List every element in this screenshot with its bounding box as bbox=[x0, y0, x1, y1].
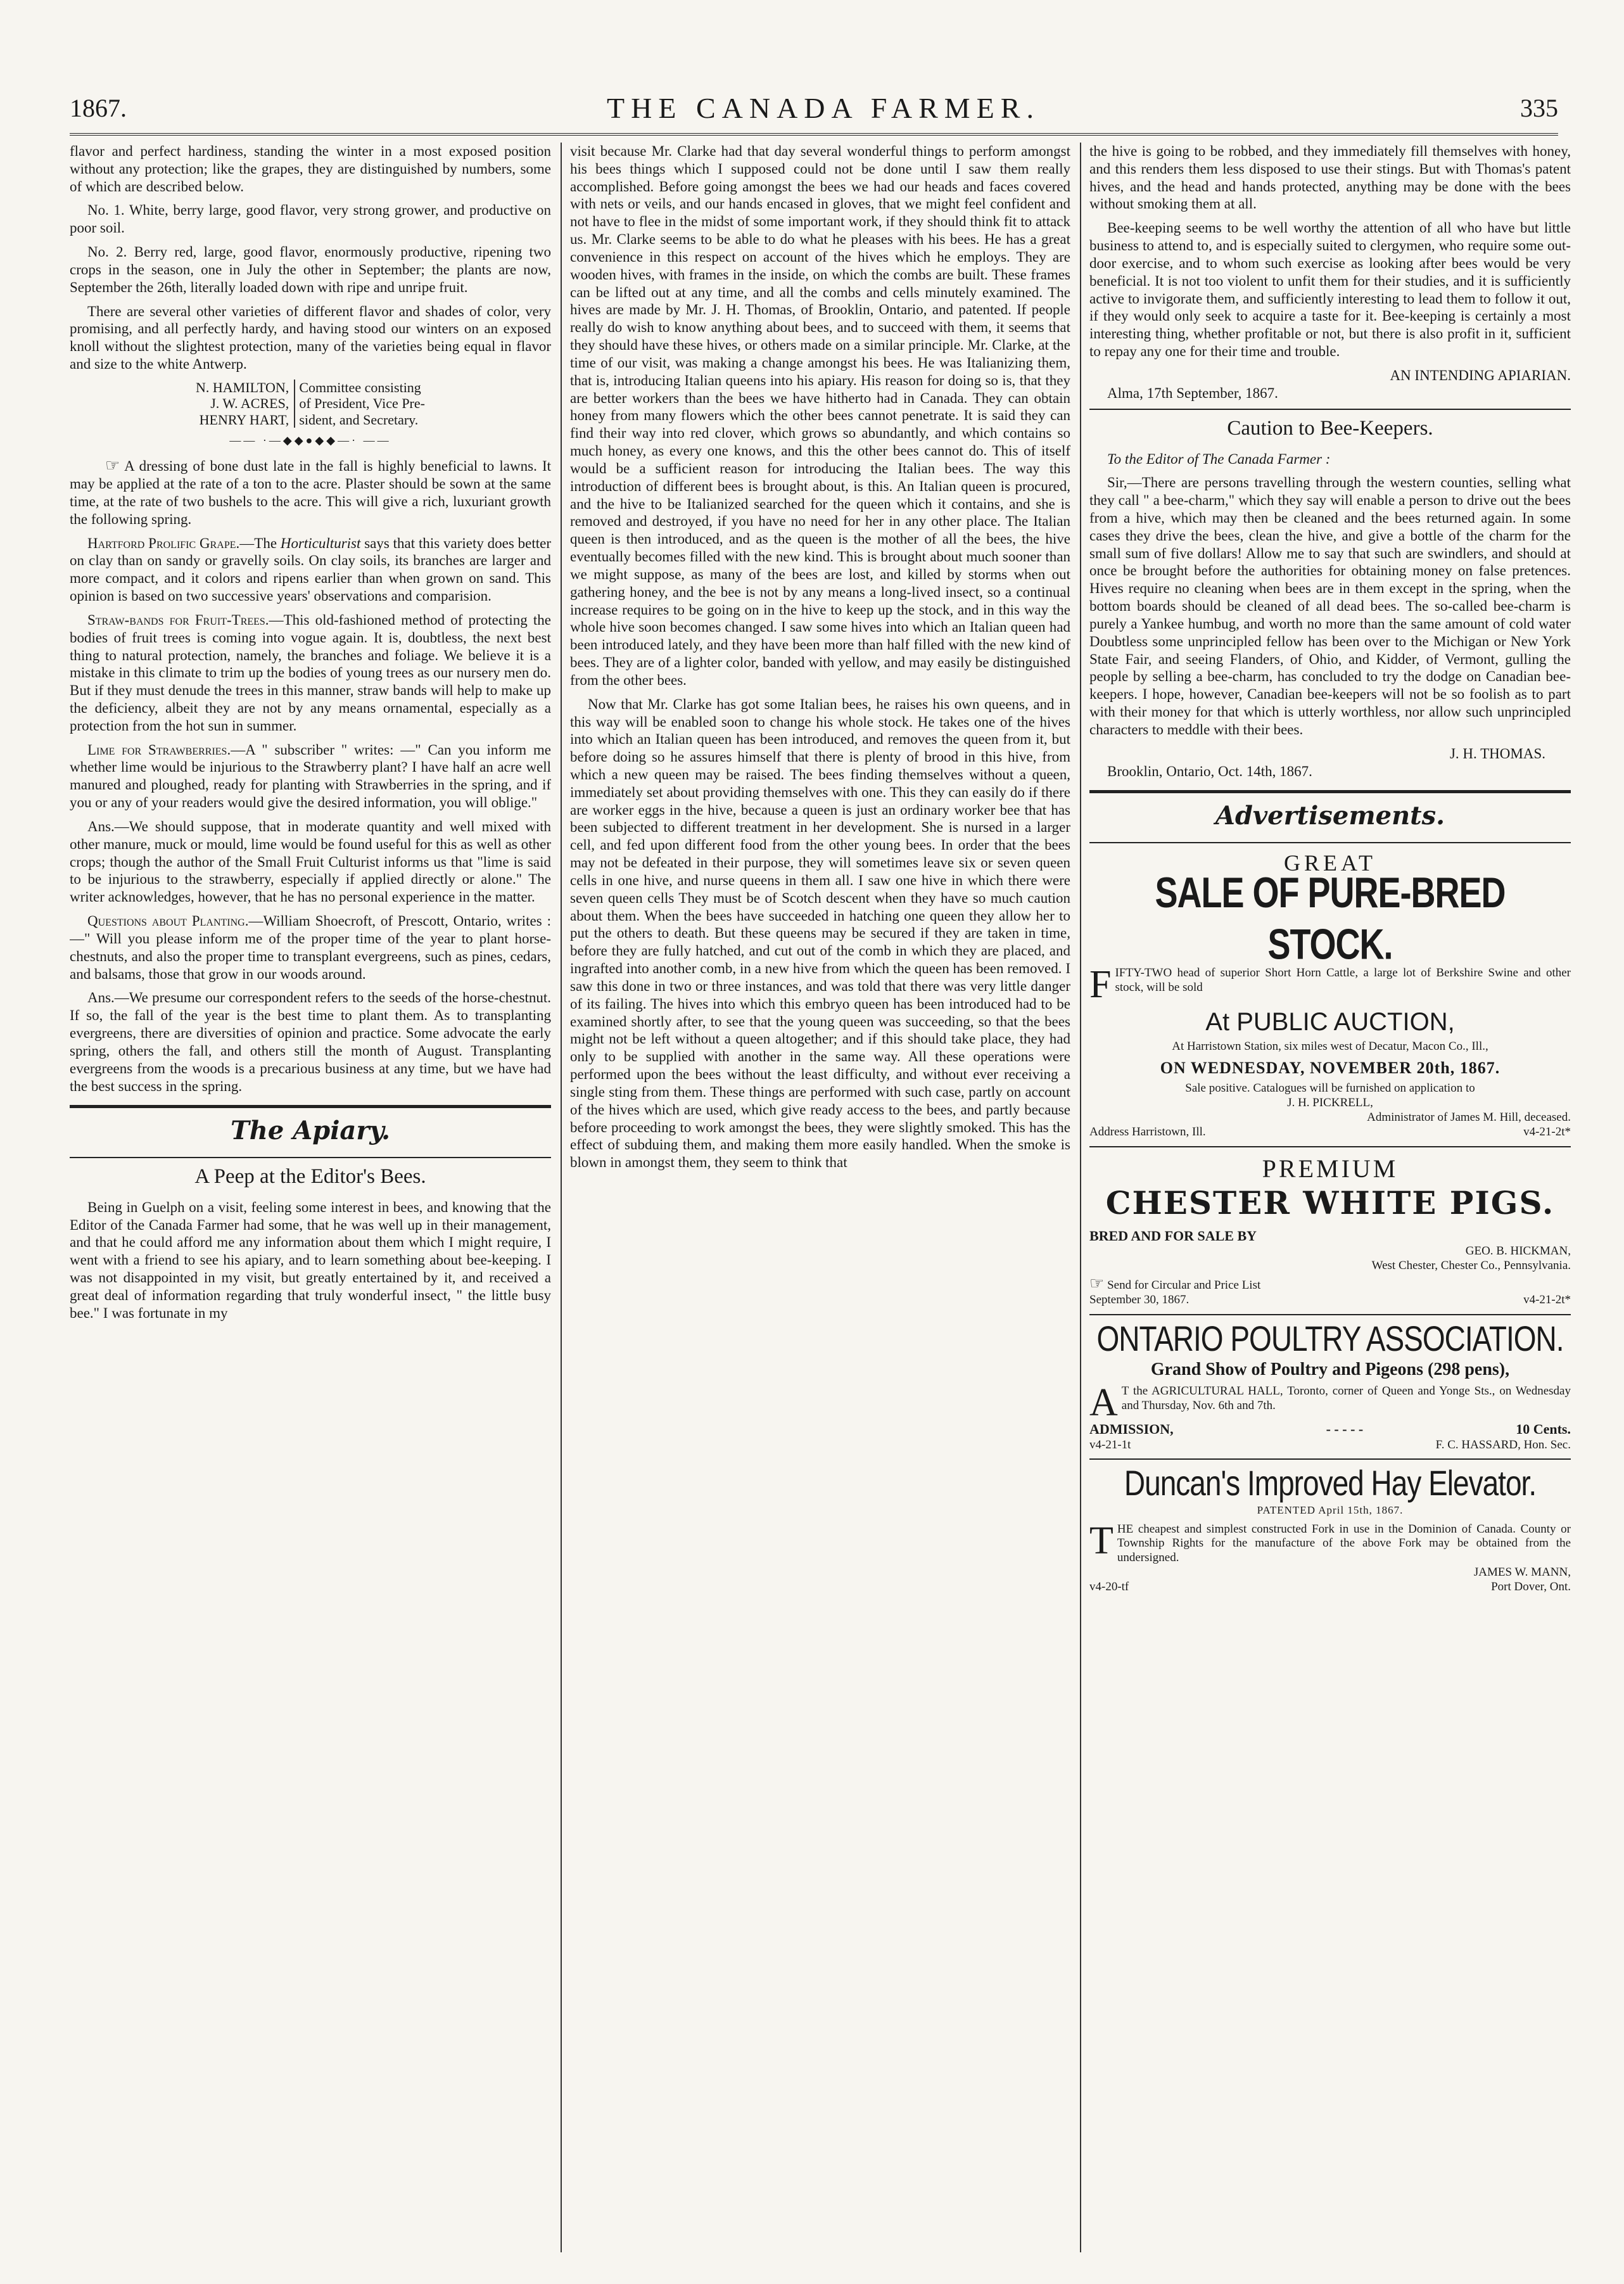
column-divider bbox=[1080, 143, 1081, 2252]
salutation: To the Editor of The Canada Farmer : bbox=[1107, 450, 1331, 467]
signer-name: N. HAMILTON, bbox=[196, 379, 289, 395]
column-divider bbox=[561, 143, 562, 2252]
paragraph: Now that Mr. Clarke has got some Italian bees, he raises his own queens, and in this way will be enabled soon to change his whole stock. He takes one of the hives into which an Italian queen has been introduced, and removes the queen from it, but before doing so he assures himself that there is plenty of brood in this hive, from which a new queen may be raised. The bees finding themselves without a queen, immediately set about providing themselves with one. This they can easily do if there are worker eggs in the hive, because a queen is just an ordinary worker bee that has been subjected to different treatment in her development. She is nursed in a larger cell, and fed upon different food from the other young bees. In order that the bees may not be defeated in their purpose, they will sometimes leave six or seven queen cells in one hive, and nurse queens in them all. I saw one hive in which there were seven queen cells They must be of Scotch descent when they have so much caution about them. When the bees have succeeded in hatching one queen they allow her to put the others to death. But these queens may be secured if they are taken in time, before they are fully hatched, and cut out of the comb in which they are placed, and ingrafted into another comb, in a new hive from which the queen has been removed. I saw this done in two or three instances, and was told that there was very little danger of its failing. The hives into which this embryo queen has been introduced had to be examined shortly after, to see that the young queen was succeeding, so that the bees might not be left without a queen altogether; and if this should take place, they had only to be supplied with another in the same way. All these operations were performed upon the bees without the least difficulty, and without ever receiving a single sting from them. These things are performed with such case, partly on account of the hives which are used, which give ready access to the bees, and partly because before proceeding to work amongst the bees, they were slightly smoked. This has the effect of subduing them, and making them more easily handled. When the smoke is blown in amongst them, they seem to think that bbox=[570, 696, 1070, 1171]
column-2 bbox=[570, 143, 1070, 2259]
page-header bbox=[70, 82, 1558, 136]
column-1 bbox=[70, 143, 551, 2259]
ad-code: v4-21-2t* bbox=[1523, 1292, 1571, 1306]
ad-hay-elevator bbox=[1089, 1466, 1571, 1594]
ad-poultry-association: ONTARIO POULTRY ASSOCIATION. Grand Show of Poultry and Pigeons (298 pens), A T the AGRICULTURAL HALL, Toronto, corner of Queen and Yonge Sts., on Wednesday and Thursday, Nov. 6th and 7th. ADMISSION, - - - - - 10 Cents. v4-21-1t F. C. HASSARD, Hon. Sec. bbox=[1089, 1318, 1571, 1451]
ad-body: HE cheapest and simplest constructed Fork in use in the Dominion of Canada. County or Township Rights for the manufacture of the above Fork may be obtained from the undersigned. bbox=[1117, 1522, 1571, 1565]
ad-headline: ONTARIO POULTRY ASSOCIATION. bbox=[1096, 1318, 1564, 1358]
paragraph: Ans.—We should suppose, that in moderate quantity and well mixed with other manure, muck or mould, lime would be found useful for this as well as other crops; though the author of the Small Fruit Culturist informs us that "lime is said to be injurious to the strawberry, especially if applied directly or alone." The writer acknowledges, however, that he has no personal experience in the matter. bbox=[70, 818, 551, 905]
ad-headline: GREAT bbox=[1284, 850, 1376, 876]
paragraph: Ans.—We presume our correspondent refers to the seeds of the horse-chestnut. If so, the fall of the year is the best time to plant them. As to transplanting evergreens, there are diversities of opinion and practice. Some advocate the early spring, others the fall, and others still the month of August. Transplanting evergreens from the woods is a precarious business at any time, but we have had the best success in the spring. bbox=[70, 990, 551, 1094]
header-year: 1867. bbox=[70, 93, 127, 122]
paragraph: Being in Guelph on a visit, feeling some interest in bees, and knowing that the Editor of the Canada Farmer had some, that he was well up in their management, and that he could afford me any information about them which I might require, I went with a friend to see his apiary, and to learn something about bee-keeping. I was not disappointed in my visit, but greatly entertained by it, and received a great deal of information regarding that truly wonderful insect, " the little busy bee." I was fortunate in my bbox=[70, 1199, 551, 1321]
ad-name: GEO. B. HICKMAN, bbox=[1465, 1244, 1571, 1258]
paragraph: Questions about Planting.—William Shoecroft, of Prescott, Ontario, writes :—" Will you please inform me of the proper time of the year to plant horse-chestnuts, and also the proper time to transplant evergreens, such as pines, cedars, and balsams, those that grow in our woods around. bbox=[70, 913, 551, 982]
ad-agent: J. H. PICKRELL, bbox=[1287, 1096, 1373, 1110]
pointing-hand-icon: ☞ bbox=[105, 456, 120, 475]
paragraph: the hive is going to be robbed, and they immediately fill themselves with honey, and this renders them less disposed to use their stings. But with Thomas's patent hives, and the head and hands protected, anything may be done with the bees without smoking them at all. bbox=[1089, 143, 1571, 212]
ad-place: Port Dover, Ont. bbox=[1491, 1579, 1571, 1593]
section-title: The Apiary. bbox=[231, 1116, 390, 1146]
rule bbox=[1089, 1146, 1571, 1147]
ad-headline: CHESTER WHITE PIGS. bbox=[1105, 1184, 1555, 1222]
rule bbox=[1089, 1314, 1571, 1315]
dateline: Alma, 17th September, 1867. bbox=[1107, 385, 1278, 401]
ad-body: IFTY-TWO head of superior Short Horn Cattle, a large lot of Berkshire Swine and other stock, will be sold bbox=[1115, 966, 1571, 994]
ad-stock-sale bbox=[1089, 850, 1571, 1140]
ad-admission: ADMISSION, bbox=[1089, 1421, 1174, 1438]
ad-code: v4-21-1t bbox=[1089, 1438, 1131, 1451]
signer-desc: of President, Vice Pre- bbox=[299, 395, 425, 412]
signer-name: J. W. ACRES, bbox=[210, 395, 289, 412]
article-title: Caution to Bee-Keepers. bbox=[1227, 416, 1433, 440]
ads-title: Advertisements. bbox=[1215, 801, 1445, 831]
ad-date: September 30, 1867. bbox=[1089, 1292, 1189, 1306]
paragraph: Sir,—There are persons travelling through the western counties, selling what they call " a bee-charm," which they say will enable a person to drive out the bees from a hive, which may then be cleaned and the bees returned again. In some cases they drive the bees, clean the hive, and give a bottle of the charm for the small sum of five dollars! Allow me to say that such are swindlers, and should at once be brought before the authorities for obtaining money on false pretences. Hives require no cleaning when bees are in them except in the spring, when the bottom boards should be cleaned of all dead bees. The so-called bee-charm is purely a Yankee humbug, and worth no more than the same amount of cold water Doubtless some unprincipled fellow has been over to the Michigan or New York State Fair, and seeing Flanders, of Ohio, and Kidder, of Vermont, gulling the people by selling a bee-charm, has concluded to try the dodge on Canadian bee-keepers. I hope, however, Canadian bee-keepers will not be so foolish as to part with their money for that which is utterly worthless, nor allow such unprincipled characters to meddle with their bees. bbox=[1089, 475, 1571, 737]
signer-name: HENRY HART, bbox=[199, 411, 289, 428]
ad-text: BRED AND FOR SALE BY bbox=[1089, 1227, 1257, 1244]
paragraph: No. 2. Berry red, large, good flavor, enormously productive, ripening two crops in the season, one in July the other in September; the plants are now, September the 26th, literally loaded down with ripe and unripe fruit. bbox=[70, 244, 551, 295]
ad-headline: PREMIUM bbox=[1262, 1154, 1399, 1183]
dateline: Brooklin, Ontario, Oct. 14th, 1867. bbox=[1107, 763, 1312, 779]
ad-subhead: Grand Show of Poultry and Pigeons (298 pens), bbox=[1150, 1360, 1510, 1380]
ad-body: T the AGRICULTURAL HALL, Toronto, corner of Queen and Yonge Sts., on Wednesday and Thursday, Nov. 6th and 7th. bbox=[1121, 1384, 1571, 1413]
ad-address: West Chester, Chester Co., Pennsylvania. bbox=[1371, 1258, 1571, 1272]
paragraph: No. 1. White, berry large, good flavor, very strong grower, and productive on poor soil. bbox=[70, 202, 551, 236]
rule bbox=[70, 1157, 551, 1158]
paragraph: visit because Mr. Clarke had that day several wonderful things to perform amongst his bees things which I supposed could not be done until I saw them really accomplished. Before going amongst the bees we had our heads and faces covered with nets or veils, and our hands encased in gloves, that we might feel confident and not have to flee in the midst of some important work, if they should think fit to attack us. Mr. Clarke seems to be able to do what he pleases with his bees. He has a great convenience in this respect on account of the hives which he employs. They are wooden hives, with frames in the inside, on which the combs are built. These frames can be lifted out at any time, and all the combs and cells minutely examined. The hives are made by Mr. J. H. Thomas, of Brooklin, Ontario, and patented. If people really do wish to know anything about bees, and to succeed with them, it seems that they should have these hives, or others made on a similar principle. Mr. Clarke, at the time of our visit, was making a change amongst his bees. He was Italianizing them, that is, introducing Italian queens into his apiary. His reason for doing so is, that they are better workers than the bees we have hitherto had in Canada. They can obtain honey from many flowers which the other bees cannot penetrate. It is said they can find their way into red clover, which grows so abundantly, and which contains so much honey, as every one knows, and this the other bees cannot do. This of itself would be a sufficient reason for introducing the Italian bees. The way this introduction of different bees is brought about, is this. An Italian queen is procured, and the hive to be Italianized searched for the queen which it contains, and she is removed and destroyed, if you have no need for her in any other place. The Italian queen is then introduced, and as the queen is the mother of all the bees, the hive eventually becomes filled with the new kind. This is brought about much sooner than we might suppose, as many of the bees are lost, and killed by storms when out gathering honey, and the bee is not by any means a long-lived insect, so a continual increase requires to be going on in the hive to keep up the stock, and in this way the whole hive soon becomes changed. I saw some hives into which an Italian queen had been introduced lately, and they have been more than half filled with the new kind of bees. They are of a lighter color, banded with yellow, and may easily be distinguished from the other bees. bbox=[570, 143, 1070, 688]
paragraph: Lime for Strawberries.—A " subscriber " writes: —" Can you inform me whether lime would be injurious to the Strawberry plant? I have half an acre well manured and ploughed, ready for planting with Strawberries in the spring, and if you or any of your readers would give the desired information, you will oblige." bbox=[70, 741, 551, 811]
signer-desc: Committee consisting bbox=[299, 379, 421, 395]
paragraph: Hartford Prolific Grape.—The Horticulturist says that this variety does better on clay than on sandy or gravelly soils. On clay soils, its branches are larger and more compact, and it colors and ripens earlier than when grown on sand. This opinion is based on two successive years' observations and comparision. bbox=[70, 535, 551, 604]
ad-name: JAMES W. MANN, bbox=[1473, 1566, 1571, 1579]
ad-code: v4-20-tf bbox=[1089, 1579, 1129, 1593]
ad-address: Address Harristown, Ill. bbox=[1089, 1125, 1206, 1139]
ad-headline: SALE OF PURE-BRED STOCK. bbox=[1155, 869, 1506, 969]
committee-signature bbox=[70, 380, 551, 428]
ad-text: Send for Circular and Price List bbox=[1107, 1278, 1261, 1292]
page-number: 335 bbox=[1519, 93, 1558, 122]
ad-date: ON WEDNESDAY, NOVEMBER 20th, 1867. bbox=[1160, 1059, 1500, 1077]
rule bbox=[1089, 409, 1571, 410]
rule bbox=[1089, 1458, 1571, 1460]
paragraph: flavor and perfect hardiness, standing the winter in a most exposed position without any protection; like the grapes, they are distinguished by numbers, some of which are described below. bbox=[70, 143, 551, 195]
drop-cap: F bbox=[1089, 963, 1112, 1007]
drop-cap: T bbox=[1089, 1519, 1113, 1562]
ad-headline: Duncan's Improved Hay Elevator. bbox=[1124, 1464, 1537, 1503]
section-rule bbox=[1089, 790, 1571, 793]
rule bbox=[1089, 842, 1571, 843]
section-rule bbox=[70, 1105, 551, 1108]
paragraph: ☞ A dressing of bone dust late in the fall is highly beneficial to lawns. It may be applied at the rate of a ton to the acre. Plaster should be sown at the same time, at the rate of two bushels to the acre. This will give a rich, luxuriant growth the following spring. bbox=[70, 456, 551, 527]
column-3 bbox=[1089, 143, 1571, 2259]
ad-code: v4-21-2t* bbox=[1523, 1125, 1571, 1139]
ornament-divider: —— ·—◆◆●◆◆—· —— bbox=[229, 433, 391, 447]
masthead-title: THE CANADA FARMER. bbox=[607, 91, 1040, 124]
drop-cap: A bbox=[1089, 1381, 1118, 1425]
paragraph: There are several other varieties of different flavor and shades of color, very promising, and all perfectly hardy, and having stood our winters on an exposed knoll without the slightest protection, many of the varieties being equal in flavor and size to the white Antwerp. bbox=[70, 303, 551, 373]
signer-desc: sident, and Secretary. bbox=[299, 411, 419, 428]
paragraph: Straw-bands for Fruit-Trees.—This old-fashioned method of protecting the bodies of fruit trees is coming into vogue again. It is, doubtless, the next best thing to natural protection, namely, the branches and foliage. We believe it is a mistake in this climate to trim up the bodies of young trees as our nursery men do. But if they must denude the trees in this manner, straw bands will help to make up the deficiency, albeit they are not by any means ornamental, especially as a protection from the hot sun in summer. bbox=[70, 611, 551, 734]
ad-text: Sale positive. Catalogues will be furnished on application to bbox=[1185, 1081, 1475, 1095]
ad-subhead: At PUBLIC AUCTION, bbox=[1205, 1007, 1455, 1036]
ad-location: At Harristown Station, six miles west of Decatur, Macon Co., Ill., bbox=[1172, 1040, 1488, 1054]
article-title: A Peep at the Editor's Bees. bbox=[194, 1164, 426, 1188]
ad-price: 10 Cents. bbox=[1516, 1421, 1571, 1438]
ad-chester-pigs bbox=[1089, 1154, 1571, 1308]
signature: AN INTENDING APIARIAN. bbox=[1390, 367, 1571, 383]
paragraph: Bee-keeping seems to be well worthy the attention of all who have but little business to attend to, and is especially suited to clergymen, who require some out-door exercise, and to whom such exercise as looking after bees would be very beneficial. It is not too violent to unfit them for their studies, and it is sufficiently active to invigorate them, and sufficiently interesting to lead them to follow it out, if they would only seek to acquire a taste for it. Bee-keeping is certainly a most interesting thing, whether profitable or not, but there is also profit in it, sufficient to repay any one for their time and trouble. bbox=[1089, 220, 1571, 360]
signature: J. H. THOMAS. bbox=[1449, 745, 1545, 762]
ad-patent: PATENTED April 15th, 1867. bbox=[1257, 1504, 1404, 1517]
ad-secretary: F. C. HASSARD, Hon. Sec. bbox=[1435, 1438, 1571, 1451]
pointing-hand-icon: ☞ bbox=[1089, 1273, 1105, 1292]
ad-text: Administrator of James M. Hill, deceased. bbox=[1367, 1111, 1571, 1125]
